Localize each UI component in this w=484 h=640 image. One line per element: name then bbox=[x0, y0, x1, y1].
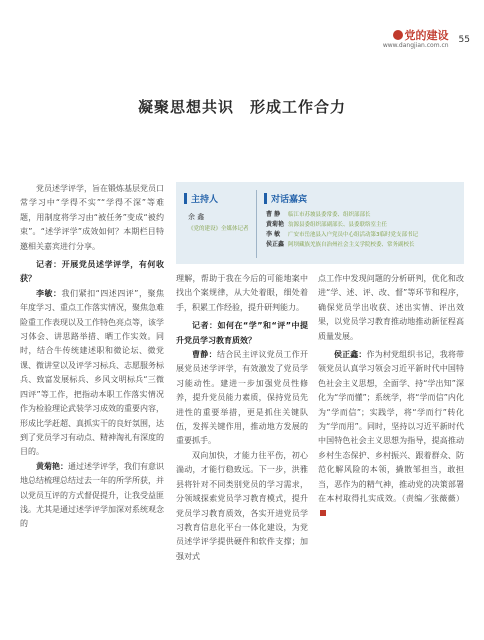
host-label: 主持人 bbox=[191, 195, 219, 205]
answer-text: 我们紧扣“四述四评”，聚焦年度学习、重点工作落实情况，聚焦急难险重工作表现以及工作特色亮点等，该学习体会、讲思路举措、晒工作实效。同时，结合牛传统建述职和微论坛、微党课、微讲堂以及评学习标兵、志愿服务标兵、致富发展标兵、乡风文明标兵“三微四评”等工作，把指动本职工作落实情况作为检验理论武装学习成效的重要内容，形成比学赶超、真抓实干的良好氛围，达到了党员学习有动点、精神淘礼有深度的目的。 bbox=[20, 288, 164, 457]
speaker-name: 侯正鑫： bbox=[334, 350, 367, 360]
guest-role: 阿坝藏族羌族自治州社会主义学院校委、常务副校长 bbox=[288, 242, 415, 248]
page-number: 55 bbox=[458, 35, 470, 45]
guest-role: 临江市苏坡县委常委、组织部部长 bbox=[288, 212, 371, 218]
guest-name: 李 敏 bbox=[266, 231, 281, 238]
guest-header bbox=[264, 192, 307, 205]
accent-bar bbox=[184, 193, 187, 204]
end-mark-icon bbox=[320, 510, 326, 516]
host-header bbox=[184, 192, 218, 205]
host-guest-box bbox=[176, 182, 464, 264]
intro-paragraph: 党员述学评学，旨在锻炼基层党员口常学习中“学得不实”“学得不深”等难题，用制度将学习由“被任务”变成“被约束”。“述学评学”成效如何？本期栏目特邀相关嘉宾进行分享。 bbox=[20, 184, 164, 251]
speaker-name: 曹静： bbox=[192, 350, 217, 360]
guest-name: 黄菊艳 bbox=[266, 221, 285, 228]
guest-role: 广安市岳池县入户党员中心组活动第3临时党支部书记 bbox=[288, 232, 419, 238]
page-header bbox=[383, 30, 470, 50]
guest-item bbox=[266, 240, 418, 250]
paragraph: 双向加快，才能力往平伤，初心湍动，才能行稳致远。下一步，洪雅县将针对不同类别党员的学习需求，分领域探索党员学习教育模式，提升党员学习教育质效，各实开进党员学习教育信息化平台一体化建设，为党员述学评学提供硬件和软件支撑；加强对式 bbox=[176, 450, 308, 561]
guest-item bbox=[266, 230, 418, 240]
answer-2 bbox=[20, 460, 164, 532]
speaker-name: 黄菊艳： bbox=[36, 461, 68, 471]
guest-list bbox=[266, 210, 418, 250]
host-name: 余 鑫 bbox=[188, 213, 205, 221]
question-2: 记者：如何在“学”和“评”中提升党员学习教育质效？ bbox=[176, 321, 308, 345]
speaker-name: 李敏： bbox=[36, 288, 62, 298]
guest-name: 侯正鑫 bbox=[266, 241, 285, 248]
column-1 bbox=[20, 182, 164, 532]
accent-bar bbox=[264, 193, 267, 204]
guest-label: 对话嘉宾 bbox=[271, 195, 308, 205]
paragraph: 理解，帮助于我在今后的可能地案中找出个案规律，从大处着眼，细处着手，积累工作经验，提升研判能力。 bbox=[176, 274, 308, 312]
logo bbox=[383, 30, 449, 50]
answer-text: 通过述学评学，我们有意识地总结梳理总结过去一年的所学所获，并以党员互评的方式督促提升，让我受益匪浅。尤其是通过述学评学加深对系统观念的 bbox=[20, 461, 164, 529]
guest-item bbox=[266, 220, 418, 230]
answer-text: 结合民主评议党员工作开展党员述学评学，有效激发了党员学习能动性。建进一步加强党员性修养，提升党员能力素质，保持党员先进性的重要举措，更是抓住关键队伍，发挥关键作用，推动地方发展的重要抓手。 bbox=[176, 350, 309, 446]
host-role: 《党的建设》全媒体记者 bbox=[188, 226, 249, 232]
site-url: www.dangjian.com.cn bbox=[382, 42, 449, 49]
column-3 bbox=[318, 272, 464, 521]
guest-name: 曹 静 bbox=[266, 211, 281, 218]
column-2 bbox=[176, 272, 308, 564]
answer-3 bbox=[176, 348, 308, 449]
paragraph: 点工作中发现问题的分析研判，优化和改进“学、述、评、改、督”等环节和程序，确保党员学出收获、述出实情、评出效果，以党员学习教育推动地推动新征程高质量发展。 bbox=[318, 274, 464, 341]
article-title: 凝聚思想共识 形成工作合力 bbox=[137, 98, 346, 116]
guest-role: 翁源县委组织部副部长、县委联络室主任 bbox=[288, 222, 388, 228]
answer-4 bbox=[318, 348, 464, 521]
guest-item bbox=[266, 210, 418, 220]
party-emblem-icon bbox=[393, 30, 403, 40]
answer-1 bbox=[20, 287, 164, 460]
question-1: 记者：开展党员述学评学，有何收获？ bbox=[20, 260, 164, 284]
box-divider bbox=[256, 190, 257, 258]
logo-text: 党的建设 bbox=[404, 29, 449, 42]
answer-text: 作为村党组织书记，我将带领党员认真学习领会习近平新时代中国特色社会主义思想，全面学、持“学出知”深化为“学而懂”；系统学，将“学而信”内化为“学而信”；实践学，将“学而行”转化为“学而用”。同时，坚持以习近平新时代中国特色社会主义思想为指导，提高推动乡村生态保护、乡村振兴、跟着群众、防范化解风险的本领，撬散邹担当，敢担当，恶作为的精气神，推动党的决策部署在本村取得扎实成效。（责编／张薇薇） bbox=[318, 350, 465, 504]
